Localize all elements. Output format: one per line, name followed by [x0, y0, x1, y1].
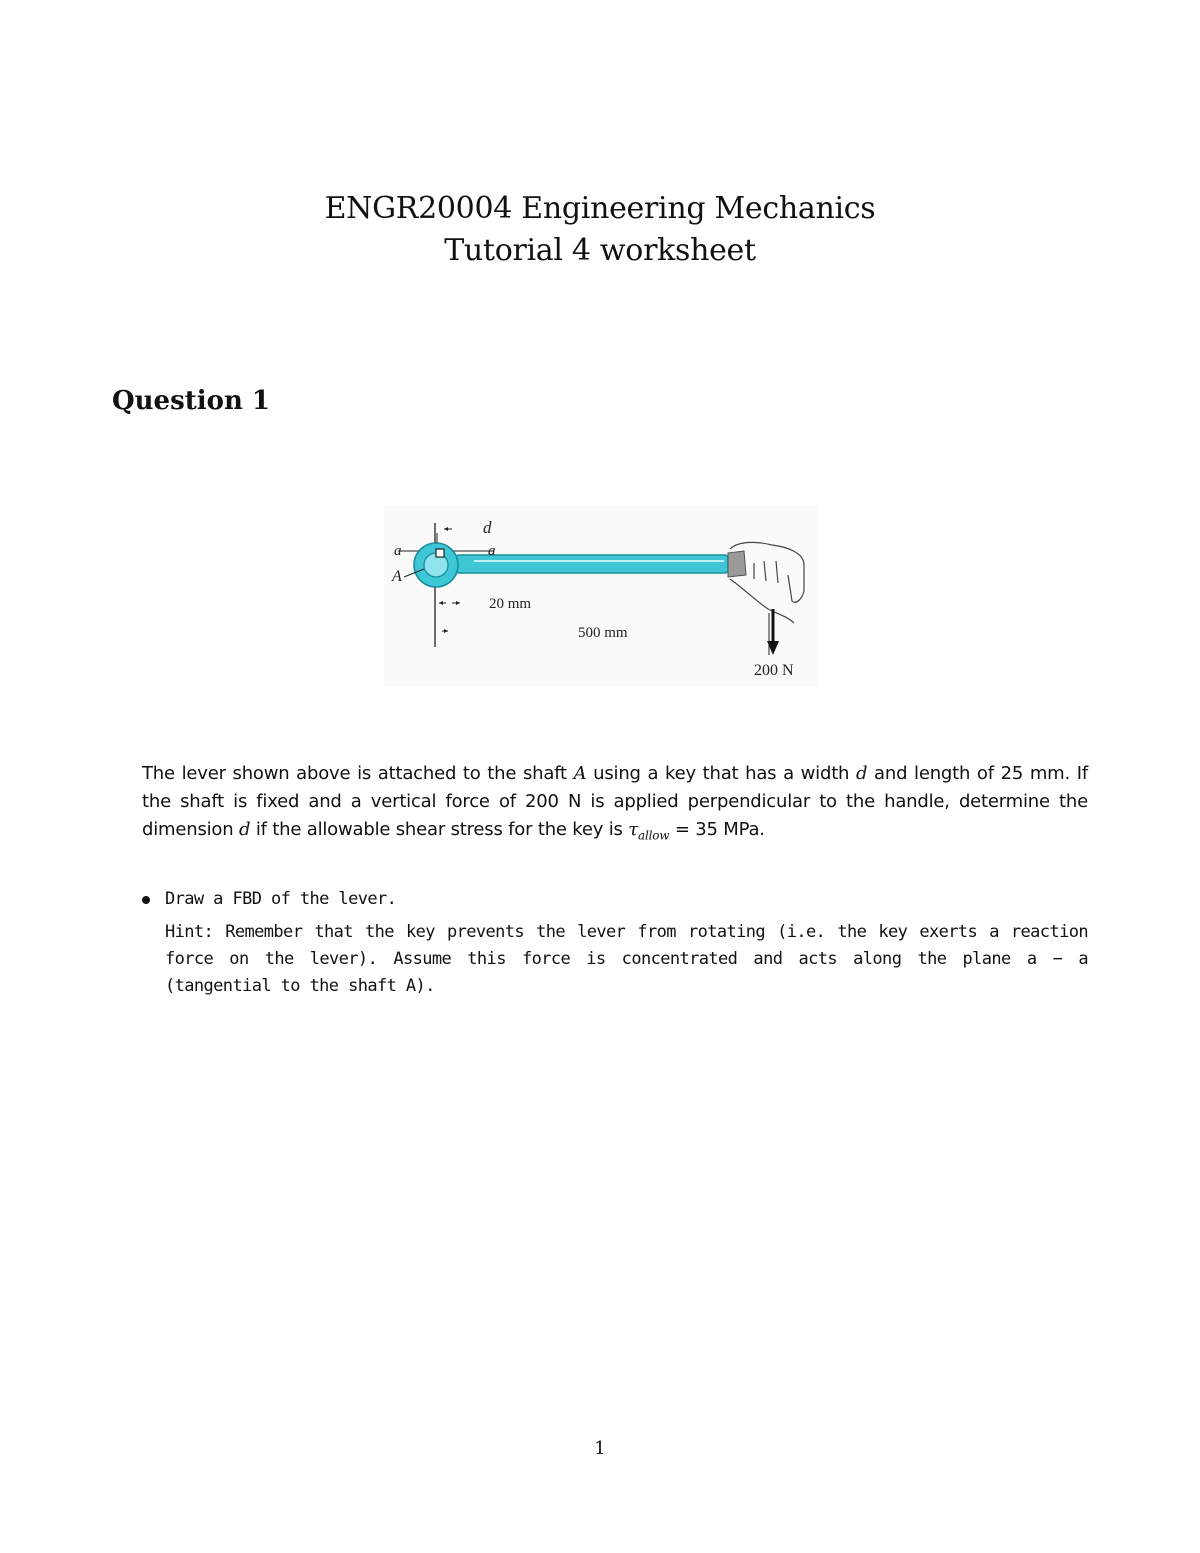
- label-force: 200 N: [754, 662, 794, 679]
- hand-grip: [728, 551, 746, 577]
- figure-background: [384, 505, 818, 687]
- page-number: 1: [594, 1438, 606, 1459]
- task-hint: Hint: Remember that the key prevents the lever from rotating (i.e. the key exerts a reaction force on the lever). Assume this force is concentrated and acts along the plane a − a (tangential to the shaft A).: [165, 922, 1088, 996]
- task-list: [142, 886, 1088, 1000]
- lever-diagram: [384, 505, 818, 687]
- label-A: A: [392, 568, 402, 585]
- math-tau-subscript: allow: [638, 828, 670, 843]
- problem-text-5: = 35 MPa.: [669, 819, 765, 840]
- key-block: [436, 549, 444, 557]
- label-a-left: a: [394, 543, 402, 559]
- bullet-icon: [142, 896, 150, 904]
- problem-statement: [142, 760, 1088, 850]
- list-item: [142, 886, 1088, 1000]
- math-shaft-A: A: [573, 763, 587, 784]
- problem-text-1: The lever shown above is attached to the shaft: [142, 763, 574, 784]
- label-a-right: a: [488, 543, 496, 559]
- lever-bar: [456, 555, 728, 573]
- problem-text-4: if the allowable shear stress for the key is: [250, 819, 629, 840]
- title-course: ENGR20004 Engineering Mechanics: [324, 191, 876, 226]
- task-main: Draw a FBD of the lever.: [165, 889, 397, 909]
- label-d: d: [483, 518, 492, 537]
- math-tau: τ: [628, 819, 638, 840]
- math-width-d: d: [855, 763, 868, 784]
- title-worksheet: Tutorial 4 worksheet: [444, 233, 756, 268]
- problem-text-3: and length of 25 mm. If the shaft is fixed and a vertical force of 200 N is applied perpendicular to the handle, determine the dimension: [142, 763, 1088, 840]
- math-dimension-d: d: [238, 819, 251, 840]
- question-heading: Question 1: [112, 386, 271, 416]
- label-20mm: 20 mm: [489, 596, 532, 612]
- lever-figure: [384, 505, 818, 687]
- problem-text-2: using a key that has a width: [586, 763, 856, 784]
- label-500mm: 500 mm: [578, 625, 628, 641]
- document-title: [0, 188, 1200, 272]
